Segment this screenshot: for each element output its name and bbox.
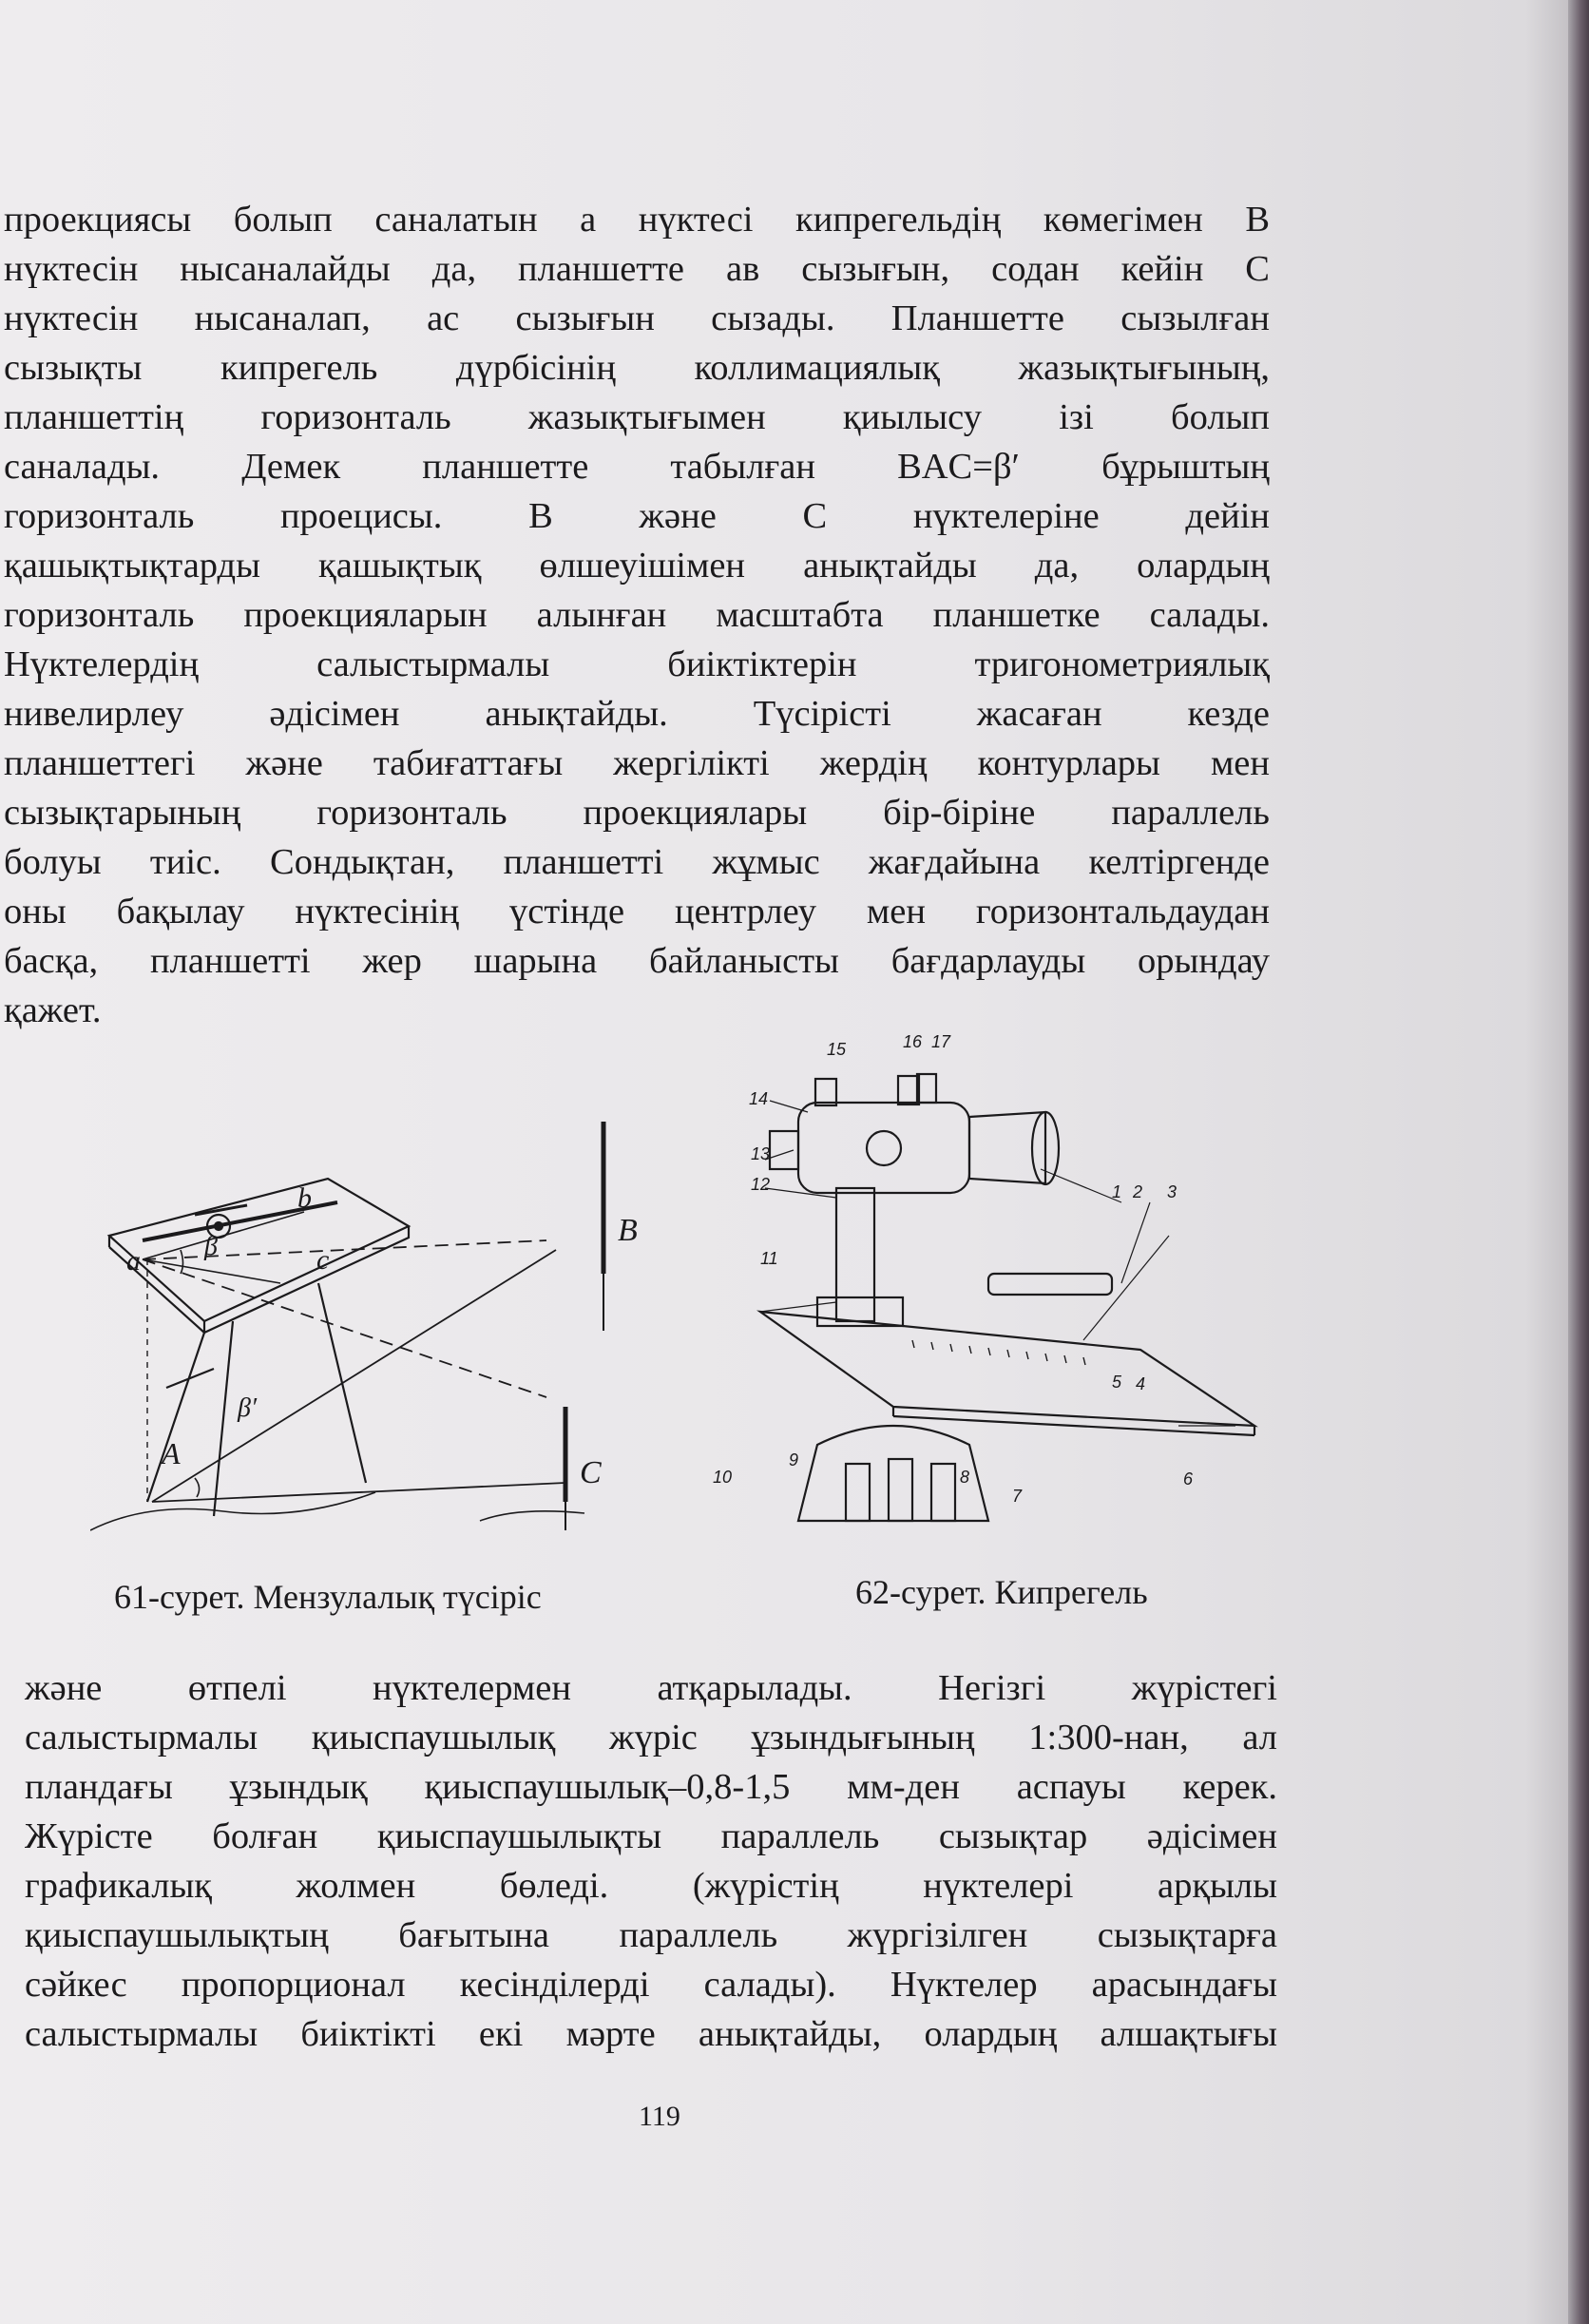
text-line: салыстырмалы қиыспаушылық жүріс ұзындығының 1:300-нан, ал <box>25 1718 1277 1757</box>
page-number: 119 <box>639 2101 680 2132</box>
part-number: 4 <box>1136 1374 1146 1393</box>
telescope-eyepiece <box>969 1112 1045 1183</box>
part-number: 9 <box>789 1450 799 1469</box>
label-A: A <box>162 1436 181 1470</box>
text-line: нүктесін нысаналайды да, планшетте ав сызығын, содан кейін C <box>4 249 1270 289</box>
kipregel-column <box>836 1188 874 1321</box>
part-number: 14 <box>749 1089 769 1108</box>
part-number: 10 <box>713 1468 733 1487</box>
label-b-small: b <box>297 1182 312 1214</box>
text-line: саналады. Демек планшетте табылған BAC=β′ бұрыштың <box>4 447 1270 487</box>
line-ac <box>143 1259 280 1283</box>
text-line: сызықтарының горизонталь проекциялары бір-біріне параллель <box>4 793 1270 833</box>
text-line: планшеттегі және табиғаттағы жергілікті жердің контурлары мен <box>4 743 1270 783</box>
telescope-body <box>798 1103 969 1193</box>
part-number: 16 <box>903 1032 923 1051</box>
part-number: 7 <box>1012 1487 1023 1506</box>
part-number: 5 <box>1112 1373 1122 1392</box>
text-line: болуы тиіс. Сондықтан, планшетті жұмыс жағдайына келтіргенде <box>4 842 1270 882</box>
figure-62-caption: 62-сурет. Кипрегель <box>855 1573 1148 1611</box>
text-line: нивелирлеу әдісімен анықтайды. Түсірісті жасаған кезде <box>4 694 1270 734</box>
label-B: B <box>618 1213 638 1248</box>
text-line: оны бақылау нүктесінің үстінде центрлеу мен горизонтальдаудан <box>4 892 1270 932</box>
kipregel-ruler <box>760 1312 1254 1426</box>
figure-61-plane-table-survey <box>90 1084 699 1559</box>
part-number: 2 <box>1133 1182 1143 1201</box>
figure-62-kipregel <box>703 1027 1273 1540</box>
part-number: 8 <box>960 1468 970 1487</box>
text-line: қашықтықтарды қашықтық өлшеуішімен анықтайды да, олардың <box>4 546 1270 586</box>
figure-61-caption: 61-сурет. Мензулалық түсіріс <box>114 1578 542 1616</box>
text-line: горизонталь проецисы. В және С нүктелеріне дейін <box>4 496 1270 536</box>
text-line: Нүктелердің салыстырмалы биіктіктерін тригонометриялық <box>4 644 1270 684</box>
label-beta-prime: β′ <box>238 1393 258 1423</box>
tripod-leg <box>147 1333 204 1502</box>
plane-table-board <box>109 1179 409 1321</box>
text-line: салыстырмалы биіктікті екі мәрте анықтайды, олардың алшақтығы <box>25 2014 1277 2054</box>
text-line: нүктесін нысаналап, ас сызығын сызады. Планшетте сызылған <box>4 298 1270 338</box>
text-line: басқа, планшетті жер шарына байланысты бағдарлауды орындау <box>4 941 1270 981</box>
sight-line-c <box>143 1259 546 1397</box>
text-line: сызықты кипрегель дүрбісінің коллимациялық жазықтығының, <box>4 348 1270 388</box>
part-number: 15 <box>827 1040 847 1059</box>
paragraph-top <box>4 195 1270 1035</box>
book-spine <box>1568 0 1589 2324</box>
text-line: графикалық жолмен бөледі. (жүрістің нүктелері арқылы <box>25 1866 1277 1906</box>
paragraph-bottom <box>25 1663 1277 2059</box>
part-number: 17 <box>931 1032 951 1051</box>
text-line: пландағы ұзындық қиыспаушылық–0,8-1,5 мм-ден аспауы керек. <box>25 1767 1277 1807</box>
text-line: Жүрісте болған қиыспаушылықты параллель сызықтар әдісімен <box>25 1816 1277 1856</box>
part-number: 11 <box>760 1249 778 1268</box>
label-C: C <box>580 1455 602 1490</box>
label-c-small: c <box>316 1244 330 1276</box>
board-edge <box>204 1226 409 1333</box>
part-number: 12 <box>751 1175 771 1194</box>
text-line: және өтпелі нүктелермен атқарылады. Негізгі жүрістегі <box>25 1668 1277 1708</box>
text-line: проекциясы болып саналатын а нүктесі кипрегельдің көмегімен B <box>4 200 1270 240</box>
text-line: қиыспаушылықтың бағытына параллель жүргізілген сызықтарға <box>25 1915 1277 1955</box>
part-number: 6 <box>1183 1469 1194 1489</box>
text-line: қажет. <box>4 990 102 1030</box>
text-line: сәйкес пропорционал кесінділерді салады). Нүктелер арасындағы <box>25 1965 1277 2005</box>
part-number: 1 <box>1112 1182 1122 1201</box>
label-a: a <box>126 1245 141 1277</box>
text-line: планшеттің горизонталь жазықтығымен қиылысу ізі болып <box>4 397 1270 437</box>
label-beta: β <box>204 1232 218 1261</box>
text-line: горизонталь проекцияларын алынған масштабта планшетке салады. <box>4 595 1270 635</box>
tripod-leg <box>214 1321 233 1516</box>
level-vial <box>988 1274 1112 1295</box>
part-number: 3 <box>1167 1182 1177 1201</box>
part-number: 13 <box>751 1144 771 1163</box>
